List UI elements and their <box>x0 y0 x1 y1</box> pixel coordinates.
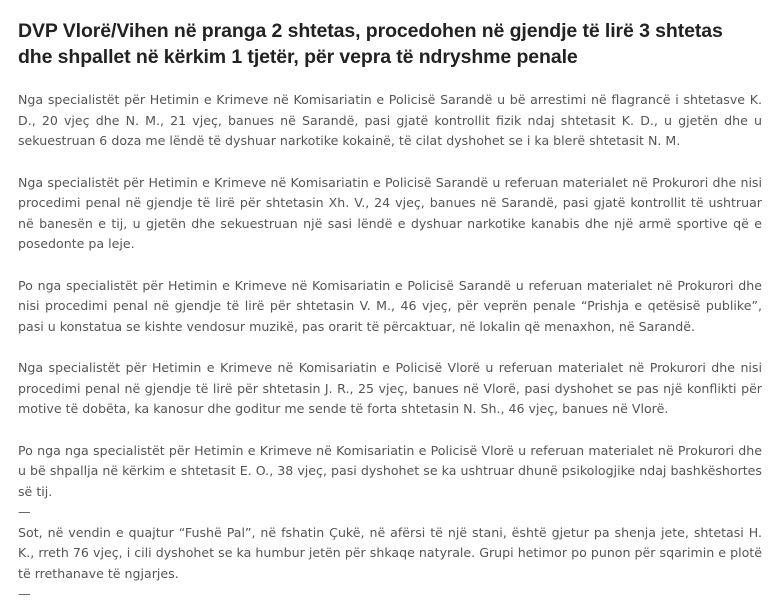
separator-dash: — <box>18 504 31 519</box>
article-paragraph-2: Nga specialistët për Hetimin e Krimeve në Komisariatin e Policisë Sarandë u referuan materialet në Prokurori dhe nisi procedimi penal në gjendje të lirë për shtetasin Xh. V., 24 vjeç, banues në Sarandë, pasi gjatë kontrollit të ushtruar në banesën e tij, u gjetën dhe sekuestruan një sasi lëndë e dyshuar narkotike kanabis dhe një armë sportive që e posedonte pa leje. <box>18 174 762 251</box>
article-paragraph-4: Nga specialistët për Hetimin e Krimeve në Komisariatin e Policisë Vlorë u referuan materialet në Prokurori dhe nisi procedimi penal në gjendje të lirë për shtetasin J. R., 25 vjeç, banues në Vlorë, pasi dyshohet se pas një konflikti për motive të dobëta, ka kanosur dhe goditur me sende të forta shtetasin N. Sh., 46 vjeç, banues në Vlorë. <box>18 360 762 416</box>
separator-dash-end: — <box>18 586 31 601</box>
article-paragraph-5: Po nga nga specialistët për Hetimin e Krimeve në Komisariatin e Policisë Vlorë u referuan materialet në Prokurori dhe u bë shpallja në kërkim e shtetasit E. O., 38 vjeç, pasi dyshohet se ka ushtruar dhunë psikologjike ndaj bashkëshortes së tij. <box>18 442 762 499</box>
article-closing-paragraph: Sot, në vendin e quajtur “Fushë Pal”, në fshatin Çukë, në afërsi të një stani, është gjetur pa shenja jete, shtetasi H. K., rreth 76 vjeç, i cili dyshohet se ka humbur jetën për shkaqe natyrale. Grupi hetimor po punon për sqarimin e plotë të rrethanave të ngjarjes. <box>18 524 762 581</box>
article-headline: DVP Vlorë/Vihen në pranga 2 shtetas, procedohen në gjendje të lirë 3 shtetas dhe shpallet në kërkim 1 tjetër, për vepra të ndryshme penale <box>18 20 723 68</box>
article <box>18 18 762 605</box>
article-paragraph-3: Po nga specialistët për Hetimin e Krimeve në Komisariatin e Policisë Sarandë u referuan materialet në Prokurori dhe nisi procedimi penal në gjendje të lirë për shtetasin V. M., 46 vjeç, për veprën penale “Prishja e qetësisë publike”, pasi u konstatua se kishte vendosur muzikë, pas orarit të përcaktuar, në lokalin që menaxhon, në Sarandë. <box>18 277 762 334</box>
article-paragraph-1: Nga specialistët për Hetimin e Krimeve në Komisariatin e Policisë Sarandë u bë arrestimi në flagrancë i shtetasve K. D., 20 vjeç dhe N. M., 21 vjeç, banues në Sarandë, pasi gjatë kontrollit fizik ndaj shtetasit K. D., u gjetën dhe u sekuestruan 6 doza me lëndë të dyshuar narkotike kokainë, të cilat dyshohet se i ka blerë shtetasit N. M. <box>18 92 762 148</box>
